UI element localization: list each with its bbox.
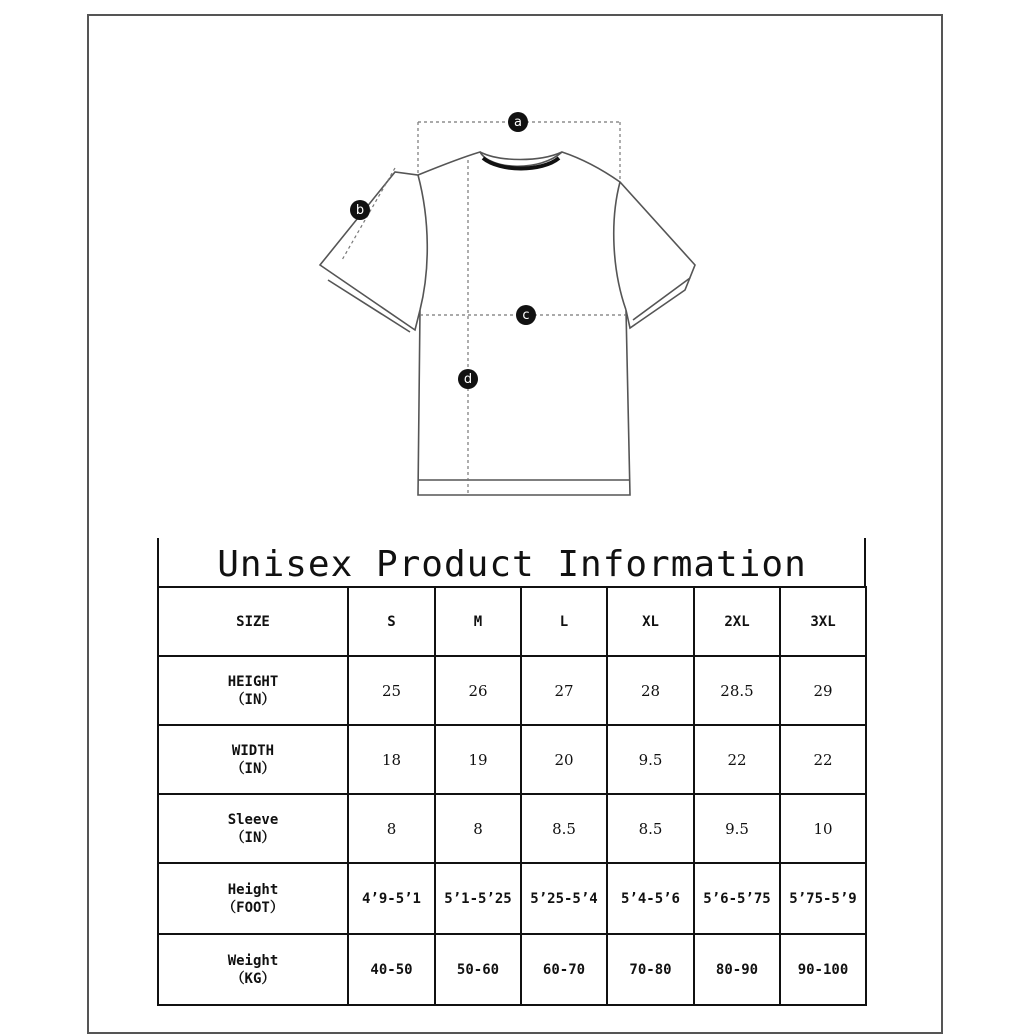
shirt-outline (320, 152, 695, 495)
marker-c (516, 305, 536, 325)
shirt-collar-back (480, 152, 562, 160)
table-cell: 18 (348, 725, 435, 794)
header-l: L (521, 587, 607, 656)
table-row-height-in (158, 656, 866, 725)
left-sleeve-cuff (328, 280, 410, 332)
table-row-height-foot (158, 863, 866, 934)
table-cell: 28 (607, 656, 694, 725)
table-cell: 22 (694, 725, 780, 794)
marker-b (350, 200, 370, 220)
svg-text:c: c (522, 308, 530, 323)
table-cell: 5’1-5’25 (435, 863, 521, 934)
table-cell: 5’4-5’6 (607, 863, 694, 934)
row-label: WIDTH （IN） (158, 725, 348, 794)
table-cell: 26 (435, 656, 521, 725)
table-cell: 5’6-5’75 (694, 863, 780, 934)
table-cell: 22 (780, 725, 866, 794)
table-cell: 8 (348, 794, 435, 863)
table-row-weight-kg (158, 934, 866, 1005)
table-cell: 29 (780, 656, 866, 725)
table-cell: 60-70 (521, 934, 607, 1005)
header-size: SIZE (158, 587, 348, 656)
svg-text:b: b (355, 203, 365, 218)
table-cell: 8.5 (521, 794, 607, 863)
table-cell: 5’25-5’4 (521, 863, 607, 934)
header-s: S (348, 587, 435, 656)
table-header-row (158, 587, 866, 656)
right-armhole-seam (614, 182, 626, 310)
table-cell: 5’75-5’9 (780, 863, 866, 934)
table-cell: 20 (521, 725, 607, 794)
marker-a (508, 112, 528, 132)
table-cell: 8 (435, 794, 521, 863)
header-xl: XL (607, 587, 694, 656)
table-title: Unisex Product Information (217, 544, 807, 585)
svg-text:d: d (463, 372, 473, 387)
table-cell: 9.5 (694, 794, 780, 863)
row-label: HEIGHT （IN） (158, 656, 348, 725)
svg-text:a: a (514, 115, 522, 130)
header-2xl: 2XL (694, 587, 780, 656)
table-row-width-in (158, 725, 866, 794)
table-row-sleeve-in (158, 794, 866, 863)
marker-d (458, 369, 478, 389)
table-cell: 19 (435, 725, 521, 794)
row-label: Sleeve （IN） (158, 794, 348, 863)
row-label: Weight （KG） (158, 934, 348, 1005)
header-m: M (435, 587, 521, 656)
table-cell: 4’9-5’1 (348, 863, 435, 934)
table-cell: 10 (780, 794, 866, 863)
size-chart-table (157, 586, 867, 1006)
header-3xl: 3XL (780, 587, 866, 656)
table-cell: 80-90 (694, 934, 780, 1005)
table-cell: 28.5 (694, 656, 780, 725)
row-label: Height （FOOT） (158, 863, 348, 934)
right-sleeve-cuff (633, 278, 690, 320)
table-cell: 70-80 (607, 934, 694, 1005)
table-cell: 40-50 (348, 934, 435, 1005)
table-cell: 9.5 (607, 725, 694, 794)
table-cell: 25 (348, 656, 435, 725)
tshirt-measurement-diagram (300, 100, 720, 510)
table-cell: 8.5 (607, 794, 694, 863)
table-cell: 50-60 (435, 934, 521, 1005)
table-cell: 90-100 (780, 934, 866, 1005)
left-armhole-seam (418, 175, 427, 310)
table-cell: 27 (521, 656, 607, 725)
